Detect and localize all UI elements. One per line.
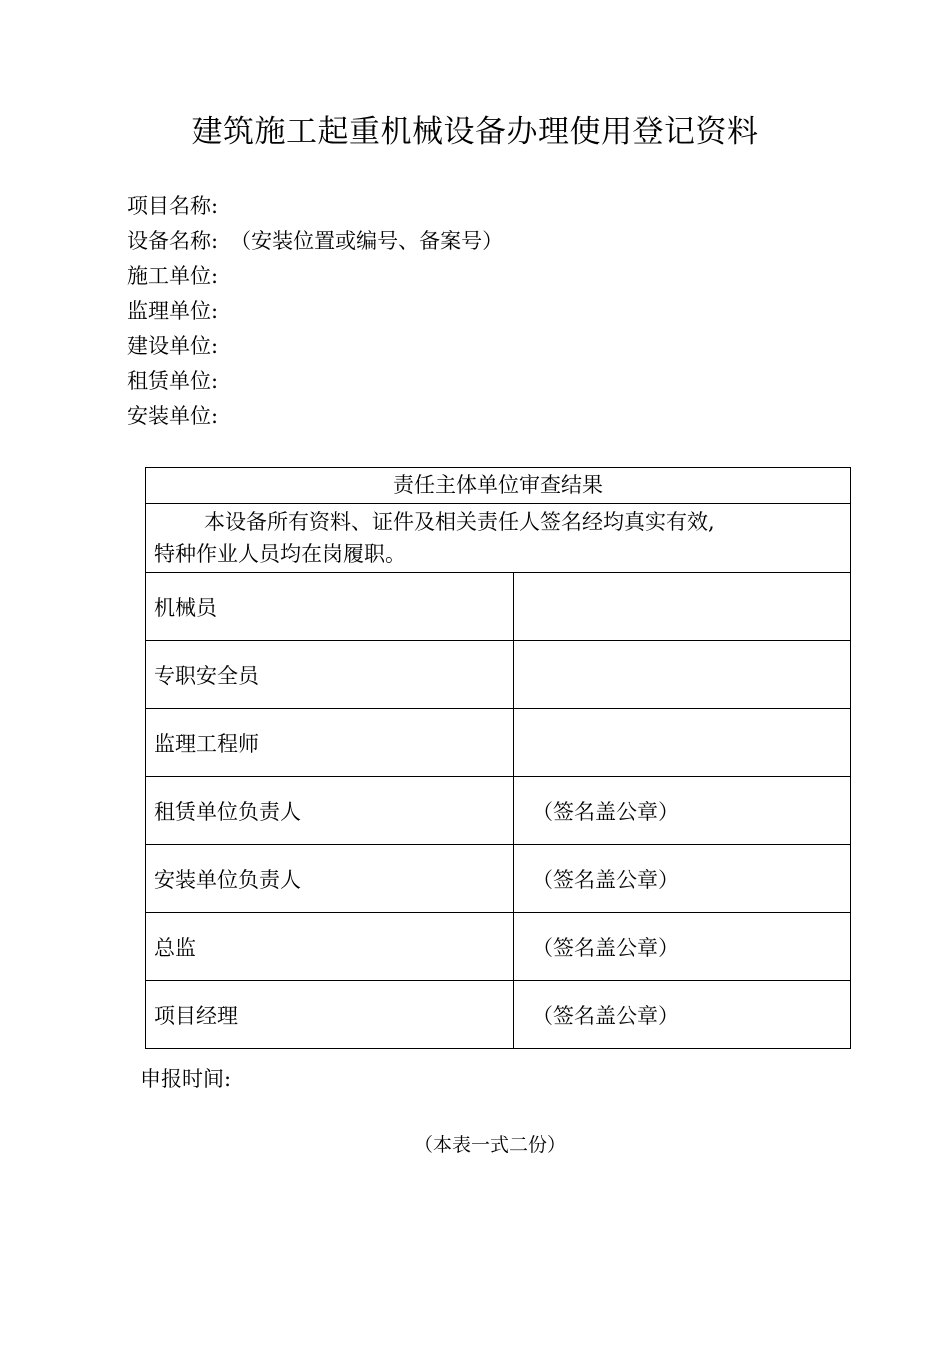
role-label: 监理工程师 <box>146 709 514 777</box>
statement-line-1: 本设备所有资料、证件及相关责任人签名经均真实有效, <box>204 510 715 534</box>
info-label: 租赁单位: <box>127 369 219 393</box>
role-label: 租赁单位负责人 <box>146 777 514 845</box>
table-row <box>146 913 851 981</box>
table-row <box>146 573 851 641</box>
info-field-supervision-unit <box>127 294 503 329</box>
info-label: 安装单位: <box>127 404 219 428</box>
info-label: 建设单位: <box>127 334 219 358</box>
review-table <box>145 467 851 1049</box>
signature-cell[interactable] <box>514 709 851 777</box>
info-field-owner-unit <box>127 329 503 364</box>
role-label: 项目经理 <box>146 981 514 1049</box>
role-label: 安装单位负责人 <box>146 845 514 913</box>
role-label: 专职安全员 <box>146 641 514 709</box>
info-field-installation-unit <box>127 399 503 434</box>
table-row <box>146 641 851 709</box>
signature-cell[interactable]: （签名盖公章） <box>514 913 851 981</box>
table-row <box>146 845 851 913</box>
info-field-leasing-unit <box>127 364 503 399</box>
signature-cell[interactable]: （签名盖公章） <box>514 845 851 913</box>
info-field-construction-unit <box>127 259 503 294</box>
table-row <box>146 777 851 845</box>
info-label: 设备名称: <box>127 229 219 253</box>
info-field-equipment-name <box>127 224 503 259</box>
signature-cell[interactable]: （签名盖公章） <box>514 981 851 1049</box>
info-note: （安装位置或编号、备案号） <box>230 229 504 253</box>
info-field-project-name <box>127 189 503 224</box>
review-table-header: 责任主体单位审查结果 <box>146 468 851 504</box>
role-label: 总监 <box>146 913 514 981</box>
signature-cell[interactable] <box>514 573 851 641</box>
info-label: 监理单位: <box>127 299 219 323</box>
document-title: 建筑施工起重机械设备办理使用登记资料 <box>191 114 759 150</box>
info-label: 项目名称: <box>127 194 219 218</box>
signature-cell[interactable] <box>514 641 851 709</box>
signature-cell[interactable]: （签名盖公章） <box>514 777 851 845</box>
review-table-header-row <box>146 468 851 504</box>
review-statement <box>146 504 851 573</box>
role-label: 机械员 <box>146 573 514 641</box>
review-statement-row <box>146 504 851 573</box>
info-label: 施工单位: <box>127 264 219 288</box>
copies-note: （本表一式二份） <box>413 1134 566 1156</box>
project-info-section <box>127 189 503 434</box>
table-row <box>146 709 851 777</box>
report-time-label: 申报时间: <box>140 1067 232 1091</box>
statement-line-2: 特种作业人员均在岗履职。 <box>154 542 406 566</box>
table-row <box>146 981 851 1049</box>
